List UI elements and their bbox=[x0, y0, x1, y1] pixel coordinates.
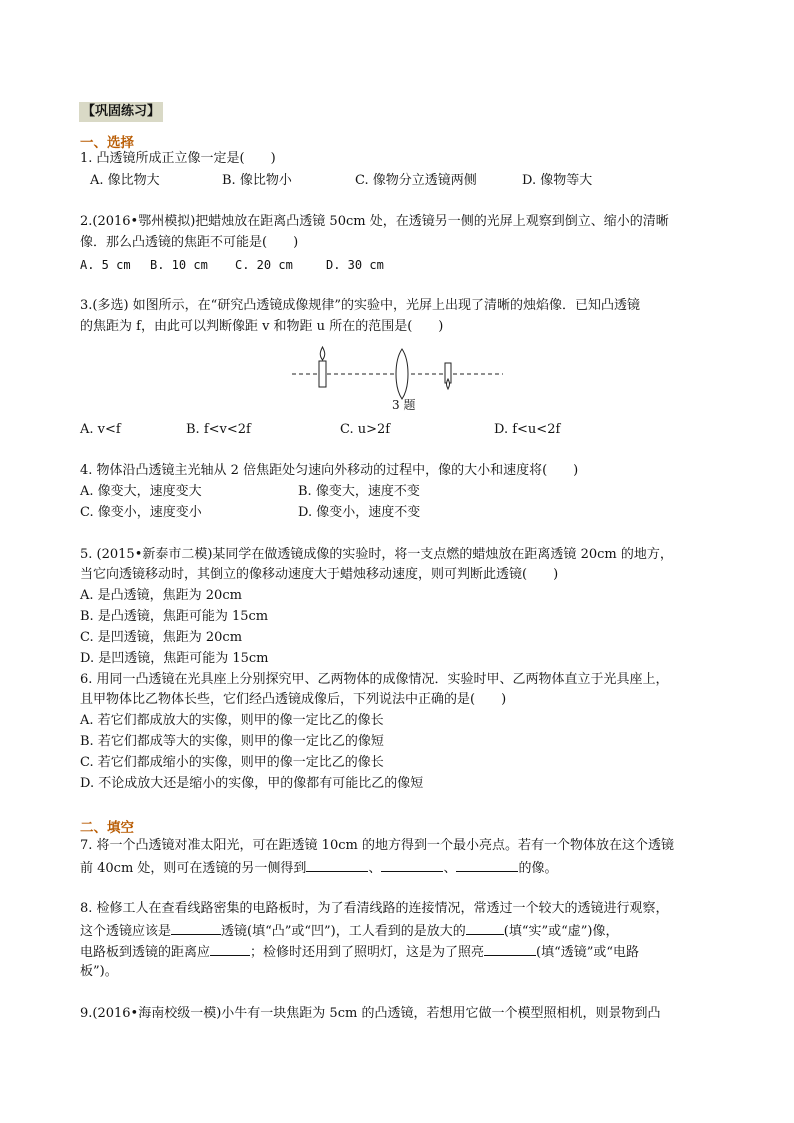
question-6-line-2: 且甲物体比乙物体长些，它们经凸透镜成像后，下列说法中正确的是( ) bbox=[80, 692, 507, 707]
screen-image-icon bbox=[445, 363, 451, 389]
question-5-option-a: A. 是凸透镜，焦距为 20cm bbox=[80, 588, 242, 603]
question-8-line-3 bbox=[80, 942, 639, 962]
question-6-line-1: 6. 用同一凸透镜在光具座上分别探究甲、乙两物体的成像情况．实验时甲、乙两物体直立于光具座上， bbox=[80, 672, 669, 687]
question-7-text-b: 的像。 bbox=[518, 861, 558, 876]
question-3-line-2: 的焦距为 f，由此可以判断像距 v 和物距 u 所在的范围是( ) bbox=[80, 319, 444, 334]
question-3-line-1: 3.(多选) 如图所示，在“研究凸透镜成像规律”的实验中，光屏上出现了清晰的烛焰像．已知凸透镜 bbox=[80, 298, 640, 313]
question-1-option-c: C. 像物分立透镜两侧 bbox=[355, 173, 477, 188]
section-heading-fill: 二、填空 bbox=[80, 820, 134, 836]
question-8-line-4: 板”)。 bbox=[80, 964, 118, 979]
question-8-blank-2[interactable] bbox=[466, 921, 504, 935]
question-2-option-d: D. 30 cm bbox=[326, 258, 384, 272]
question-5-option-b: B. 是凸透镜，焦距可能为 15cm bbox=[80, 609, 269, 624]
question-8-line-1: 8. 检修工人在查看线路密集的电路板时，为了看清线路的连接情况，常透过一个较大的透镜进行观察， bbox=[80, 901, 669, 916]
question-7-blank-2[interactable] bbox=[381, 858, 443, 872]
question-1-stem: 1. 凸透镜所成正立像一定是( ) bbox=[80, 151, 276, 166]
question-2-option-a: A. 5 cm bbox=[80, 258, 131, 272]
question-3-option-c: C. u>2f bbox=[340, 422, 391, 437]
candle-icon bbox=[319, 347, 326, 387]
question-5-option-c: C. 是凹透镜，焦距为 20cm bbox=[80, 630, 243, 645]
question-3-option-a: A. v<f bbox=[80, 422, 121, 437]
figure-caption: 3 题 bbox=[392, 398, 416, 412]
question-6-option-b: B. 若它们都成等大的实像，则甲的像一定比乙的像短 bbox=[80, 734, 384, 749]
question-2-line-1: 2.(2016•鄂州模拟)把蜡烛放在距离凸透镜 50cm 处，在透镜另一侧的光屏上观察到倒立、缩小的清晰 bbox=[80, 214, 669, 229]
question-4-stem: 4. 物体沿凸透镜主光轴从 2 倍焦距处匀速向外移动的过程中，像的大小和速度将( ) bbox=[80, 463, 579, 478]
question-7-line-1: 7. 将一个凸透镜对准太阳光，可在距透镜 10cm 的地方得到一个最小亮点。若有一个物体放在这个透镜 bbox=[80, 838, 674, 853]
question-2-option-c: C. 20 cm bbox=[235, 258, 293, 272]
question-8-text-f: (填“透镜”或“电路 bbox=[536, 945, 640, 960]
question-7-blank-1[interactable] bbox=[306, 858, 368, 872]
question-8-text-b: 透镜(填“凸”或“凹”)，工人看到的是放大的 bbox=[221, 924, 466, 939]
question-8-blank-1[interactable] bbox=[171, 921, 221, 935]
question-6-option-d: D. 不论成放大还是缩小的实像，甲的像都有可能比乙的像短 bbox=[80, 776, 424, 791]
question-8-text-e: ；检修时还用到了照明灯，这是为了照亮 bbox=[250, 945, 485, 960]
question-1-option-b: B. 像比物小 bbox=[222, 173, 292, 188]
question-1-option-d: D. 像物等大 bbox=[522, 173, 593, 188]
question-7-text-a: 前 40cm 处，则可在透镜的另一侧得到 bbox=[80, 861, 307, 876]
question-4-option-a: A. 像变大，速度变大 bbox=[80, 484, 202, 499]
question-8-text-d: 电路板到透镜的距离应 bbox=[80, 945, 211, 960]
question-7-sep-2: 、 bbox=[443, 861, 457, 876]
question-4-option-c: C. 像变小，速度变小 bbox=[80, 505, 202, 520]
question-1-option-a: A. 像比物大 bbox=[90, 173, 160, 188]
question-8-text-a: 这个透镜应该是 bbox=[80, 924, 172, 939]
question-5-line-2: 当它向透镜移动时，其倒立的像移动速度大于蜡烛移动速度，则可判断此透镜( ) bbox=[80, 567, 559, 582]
lens-experiment-figure bbox=[290, 343, 505, 403]
convex-lens-icon bbox=[396, 349, 408, 399]
section-heading-choice: 一、选择 bbox=[80, 135, 134, 151]
question-4-option-d: D. 像变小，速度不变 bbox=[298, 505, 421, 520]
question-8-text-c: (填“实”或“虚”)像， bbox=[503, 924, 619, 939]
question-3-option-d: D. f<u<2f bbox=[494, 422, 561, 437]
question-2-option-b: B. 10 cm bbox=[150, 258, 208, 272]
question-3-option-b: B. f<v<2f bbox=[186, 422, 251, 437]
question-5-line-1: 5. (2015•新泰市二模)某同学在做透镜成像的实验时，将一支点燃的蜡烛放在距离透镜 20cm 的地方， bbox=[80, 547, 673, 562]
question-9-line-1: 9.(2016•海南校级一模)小牛有一块焦距为 5cm 的凸透镜，若想用它做一个模型照相机，则景物到凸 bbox=[80, 1006, 661, 1021]
question-7-blank-3[interactable] bbox=[456, 858, 518, 872]
question-8-blank-3[interactable] bbox=[210, 942, 250, 956]
question-5-option-d: D. 是凹透镜，焦距可能为 15cm bbox=[80, 651, 269, 666]
question-6-option-a: A. 若它们都成放大的实像，则甲的像一定比乙的像长 bbox=[80, 713, 384, 728]
question-2-line-2: 像．那么凸透镜的焦距不可能是( ) bbox=[80, 235, 299, 250]
question-6-option-c: C. 若它们都成缩小的实像，则甲的像一定比乙的像长 bbox=[80, 755, 384, 770]
question-7-line-2 bbox=[80, 858, 557, 878]
question-8-line-2 bbox=[80, 921, 618, 941]
question-8-blank-4[interactable] bbox=[484, 942, 536, 956]
section-banner: 【巩固练习】 bbox=[79, 102, 163, 122]
question-4-option-b: B. 像变大，速度不变 bbox=[298, 484, 420, 499]
question-7-sep-1: 、 bbox=[368, 861, 382, 876]
